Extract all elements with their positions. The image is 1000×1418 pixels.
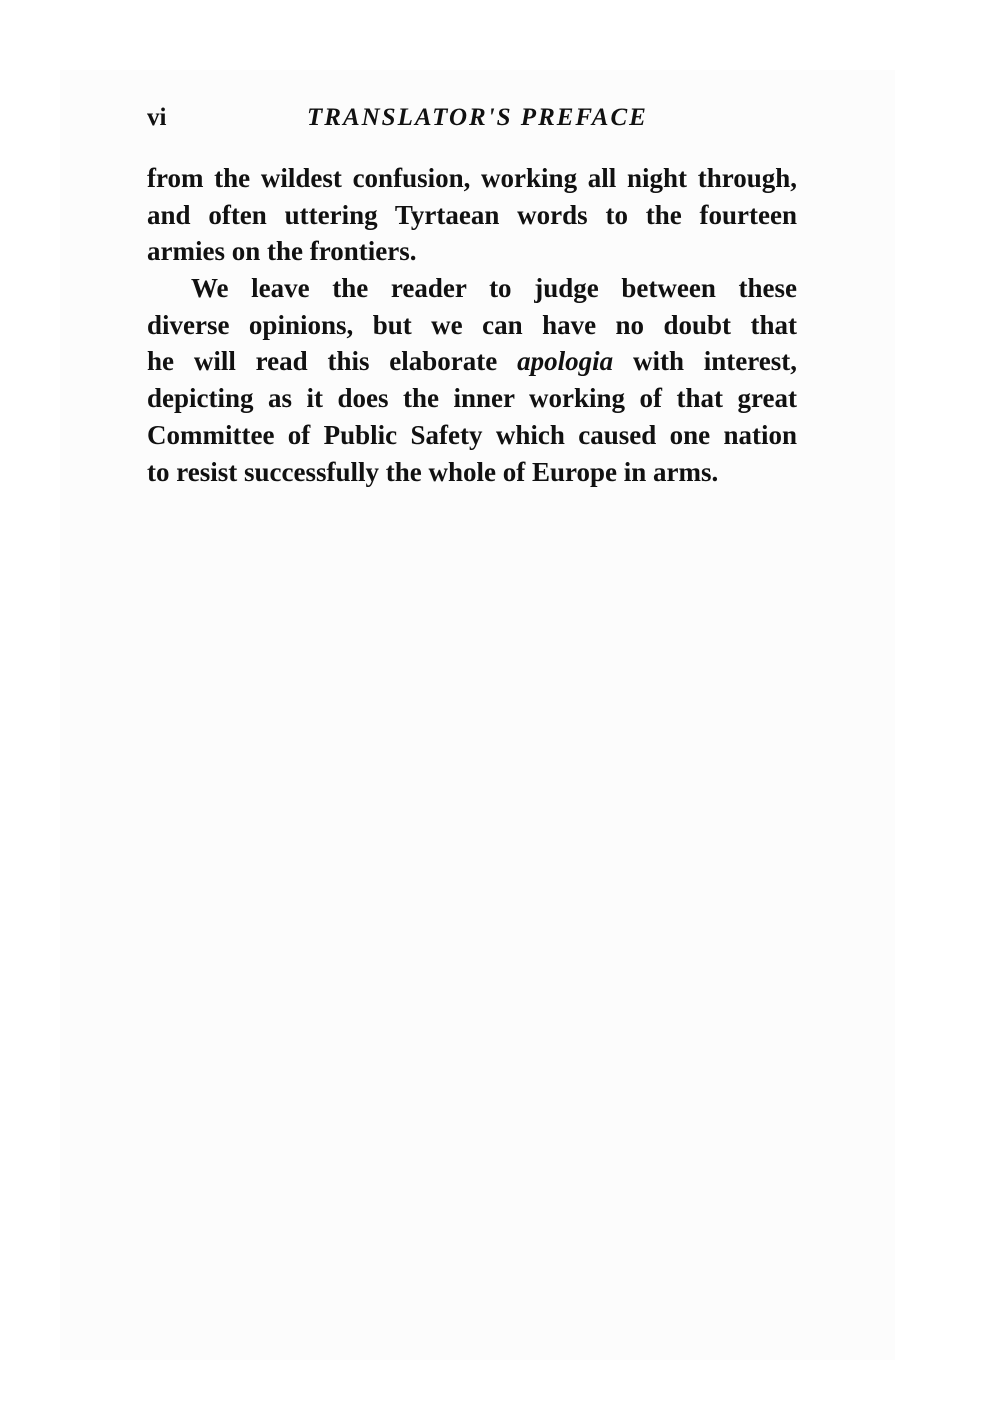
text-line: armies on the frontiers. [147,236,417,267]
text-fragment: with interest, [613,346,798,377]
paragraph-1 [147,160,797,270]
paragraph-2 [147,270,797,490]
text-line: Committee of Public Safety which caused one nation [147,419,797,450]
body-text [147,160,797,490]
running-head [147,100,797,136]
text-line: We leave the reader to judge between these [191,273,797,304]
running-head-title: TRANSLATOR'S PREFACE [307,104,648,131]
page-number: vi [147,104,167,131]
text-line: from the wildest confusion, working all night through, [147,163,797,193]
text-line: depicting as it does the inner working of that great [147,383,797,414]
text-fragment: he will read this elaborate [147,346,518,377]
text-line [147,343,797,380]
text-line: diverse opinions, but we can have no doubt that [147,309,797,340]
italic-term: apologia [517,346,614,377]
text-line: and often uttering Tyrtaean words to the fourteen [147,199,797,230]
text-line: to resist successfully the whole of Europe in arms. [147,456,719,487]
